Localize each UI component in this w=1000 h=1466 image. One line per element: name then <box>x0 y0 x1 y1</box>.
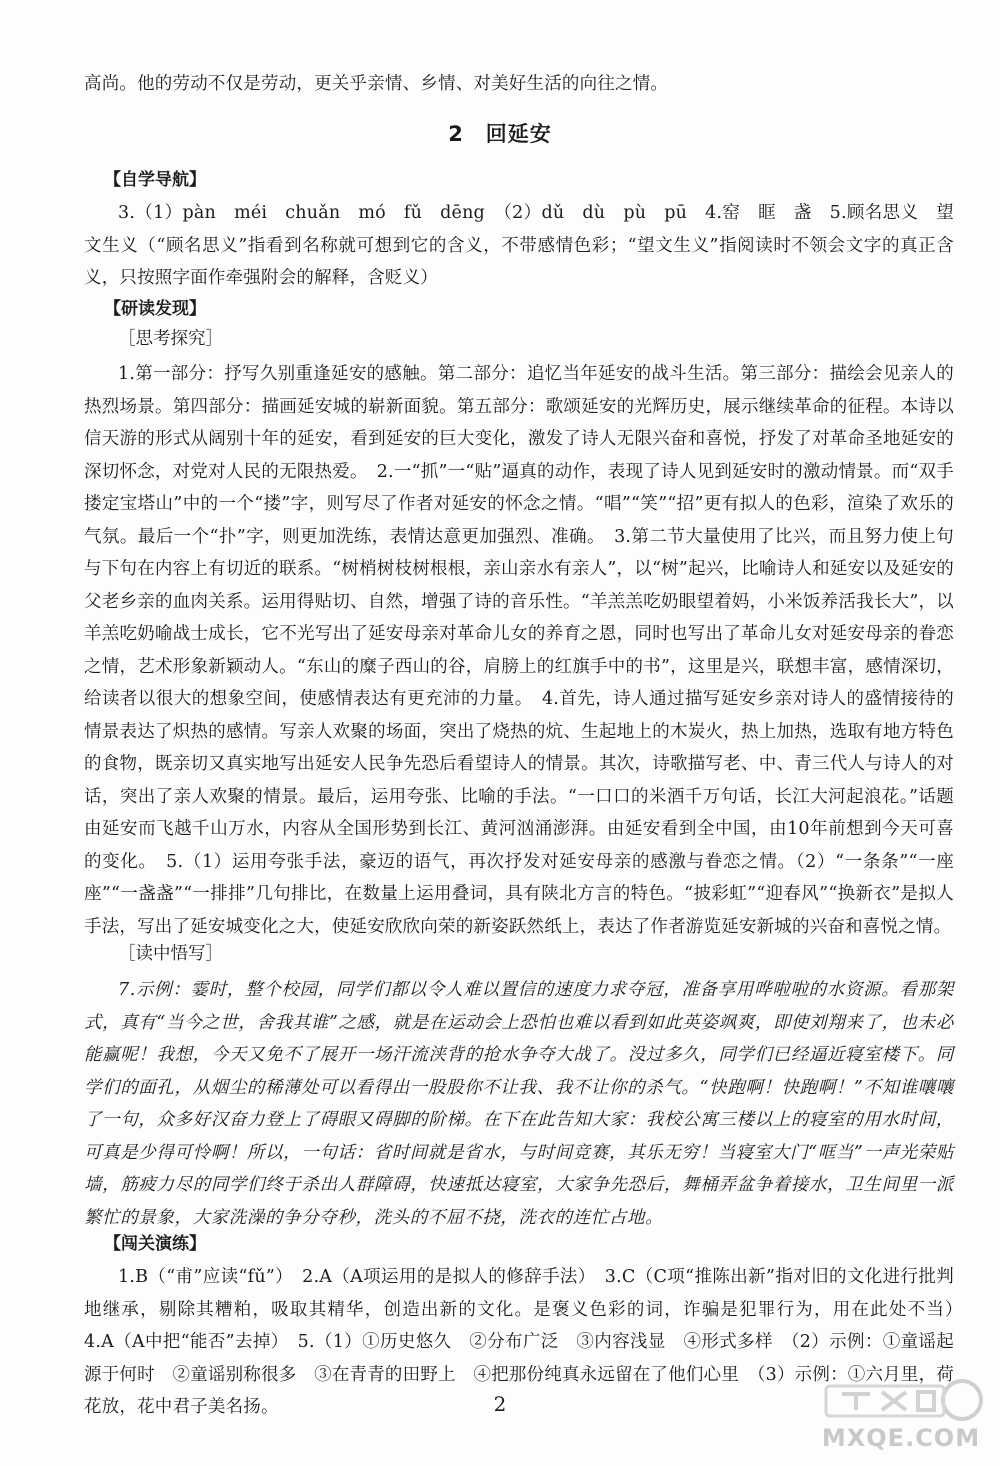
watermark-logo-icon <box>812 1376 990 1426</box>
subheading-think-explore: ［思考探究］ <box>118 329 223 349</box>
continued-paragraph: 高尚。他的劳动不仅是劳动，更关乎亲情、乡情、对美好生活的向往之情。 <box>84 74 669 94</box>
lesson-title: 2 回延安 <box>448 122 552 146</box>
page-number: 2 <box>493 1392 507 1416</box>
section-heading-self-study: 【自学导航】 <box>104 170 206 190</box>
read-write-example: 7.示例：霎时，整个校园，同学们都以令人难以置信的速度力求夺冠，准备享用哗啦啦的水资源。看那架式，真有“当今之世，舍我其谁”之感，就是在运动会上恐怕也难以看到如此英姿飒爽，即使刘翔来了，也未必能赢呢！我想，今天又免不了展开一场汗流浃背的抢水争夺大战了。没过多久，同学们已经逼近寝室楼下。同学们的面孔，从烟尘的稀薄处可以看得出一股股你不让我、我不让你的杀气。“快跑啊！快跑啊！”不知谁嚷嚷了一句，众多好汉奋力登上了碍眼又碍脚的阶梯。在下在此告知大家：我校公寓三楼以上的寝室的用水时间，可真是少得可怜啊！所以，一句话：省时间就是省水，与时间竞赛，其乐无穷！当寝室大门“哐当”一声光荣贴墙，筋疲力尽的同学们终于杀出人群障碍，快速抵达寝室，大家争先恐后，舞桶弄盆争着接水，卫生间里一派繁忙的景象，大家洗澡的争分夺秒，洗头的不屈不挠，洗衣的连忙占地。 <box>84 980 954 1228</box>
section-heading-research: 【研读发现】 <box>104 299 206 319</box>
practice-answers: 1.B（“甫”应读“fǔ”） 2.A（A项运用的是拟人的修辞手法） 3.C（C项“推陈出新”指对旧的文化进行批判地继承，剔除其糟粕，吸取其精华，创造出新的文化。是褒义色彩的词，诈骗是犯罪行为，用在此处不当） 4.A（A中把“能否”去掉） 5.（1）①历史悠久 ②分布广泛 ③内容浅显 ④形式多样 （2）示例：①童谣起源于何时 ②童谣别称很多 ③在青青的田野上 ④把那份纯真永远留在了他们心里 （3）示例：①六月里，荷花放，花中君子美名扬。 <box>84 1267 972 1417</box>
section-heading-practice: 【闯关演练】 <box>104 1234 206 1254</box>
subheading-read-write: ［读中悟写］ <box>118 944 223 964</box>
watermark-logo <box>812 1376 990 1458</box>
think-explore-answers: 1.第一部分：抒写久别重逢延安的感触。第二部分：追忆当年延安的战斗生活。第三部分：描绘会见亲人的热烈场景。第四部分：描画延安城的崭新面貌。第五部分：歌颂延安的光辉历史，展示继续革命的征程。本诗以信天游的形式从阔别十年的延安，看到延安的巨大变化，激发了诗人无限兴奋和喜悦，抒发了对革命圣地延安的深切怀念，对党对人民的无限热爱。 2.一“抓”一“贴”逼真的动作，表现了诗人见到延安时的激动情景。而“双手搂定宝塔山”中的一个“搂”字，则写尽了作者对延安的怀念之情。“唱”“笑”“招”更有拟人的色彩，渲染了欢乐的气氛。最后一个“扑”字，则更加洗练，表情达意更加强烈、准确。 3.第二节大量使用了比兴，而且努力使上句与下句在内容上有切近的联系。“树梢树枝树根根，亲山亲水有亲人”，以“树”起兴，比喻诗人和延安以及延安的父老乡亲的血肉关系。运用得贴切、自然，增强了诗的音乐性。“羊羔羔吃奶眼望着妈，小米饭养活我长大”，以羊羔吃奶喻战士成长，它不光写出了延安母亲对革命儿女的养育之恩，同时也写出了革命儿女对延安母亲的眷恋之情，艺术形象新颖动人。“东山的糜子西山的谷，肩膀上的红旗手中的书”，这里是兴，联想丰富，感情深切，给读者以很大的想象空间，使感情表达有更充沛的力量。 4.首先，诗人通过描写延安乡亲对诗人的盛情接待的情景表达了炽热的感情。写亲人欢聚的场面，突出了烧热的炕、生起地上的木炭火，热上加热，选取有地方特色的食物，既亲切又真实地写出延安人民争先恐后看望诗人的情景。其次，诗歌描写老、中、青三代人与诗人的对话，突出了亲人欢聚的情景。最后，运用夸张、比喻的手法。“一口口的米酒千万句话，长江大河起浪花。”话题由延安而飞越千山万水，内容从全国形势到长江、黄河汹涌澎湃。由延安看到全中国，由10年前想到今天可喜的变化。 5.（1）运用夸张手法，豪迈的语气，再次抒发对延安母亲的感激与眷恋之情。（2）“一条条”“一座座”“一盏盏”“一排排”几句排比，在数量上运用叠词，具有陕北方言的特色。“披彩虹”“迎春风”“换新衣”是拟人手法，写出了延安城变化之大，使延安欣欣向荣的新姿跃然纸上，表达了作者游览延安新城的兴奋和喜悦之情。 <box>84 364 954 937</box>
watermark-site: MXQE.COM <box>821 1424 981 1452</box>
self-study-answers: 3.（1）pàn méi chuǎn mó fǔ dēng （2）dǔ dù pù pū 4.窑 眶 盏 5.顾名思义 望文生义（“顾名思义”指看到名称就可想到它的含义，不带感情色彩；“望文生义”指阅读时不领会文字的真正含义，只按照字面作牵强附会的解释，含贬义） <box>84 203 954 288</box>
